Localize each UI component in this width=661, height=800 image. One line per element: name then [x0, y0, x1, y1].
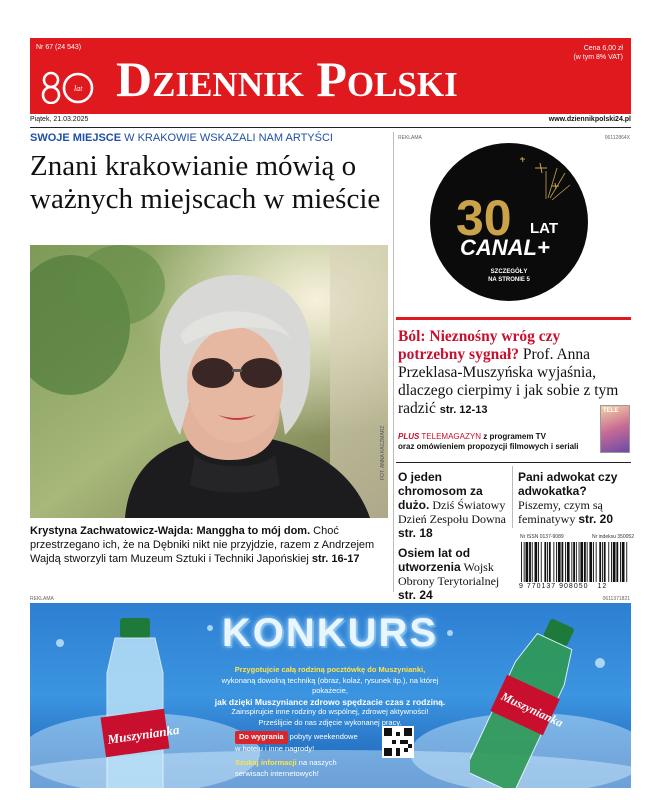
win-text: pobyty weekendowe — [287, 732, 358, 741]
win-pill: Do wygrania — [235, 731, 288, 744]
bol-title: Ból: Nieznośny wróg czy potrzebny sygnał? — [398, 328, 561, 363]
telemagazyn-label: TELEMAGAZYN — [419, 432, 484, 441]
qr-code-icon — [384, 728, 412, 756]
info-text-2: serwisach internetowych! — [235, 768, 319, 778]
telemagazyn-cover[interactable] — [600, 405, 630, 453]
barcode-digits: 9 770137 908050 — [519, 583, 589, 590]
caption-page-ref: str. 16-17 — [311, 553, 360, 565]
plus-label: PLUS — [398, 432, 420, 441]
lead-kicker — [30, 132, 333, 144]
b3-ref: str. 24 — [398, 588, 433, 602]
bottle-left — [85, 618, 185, 788]
caption-bold: Krystyna Zachwatowicz-Wajda: Manggha to mój dom. — [30, 525, 311, 537]
mag-label: TELE — [603, 408, 619, 414]
bol-page-ref: str. 12-13 — [439, 404, 488, 416]
b1-ref: str. 18 — [398, 526, 433, 540]
divider-2 — [396, 462, 631, 463]
website-link[interactable]: www.dziennikpolski24.pl — [548, 116, 631, 123]
bol-story[interactable] — [398, 328, 630, 419]
lead-photo[interactable] — [30, 245, 388, 518]
dateline — [30, 116, 631, 123]
ad-line-4: Zainspirujcie inne rodziny do wspólnej, zdrowej aktywności! — [231, 707, 429, 716]
muszynianka-ad[interactable] — [30, 603, 631, 788]
ad-line-5: Prześlijcie do nas zdjęcie wykonanej pracy. — [258, 717, 402, 727]
b3-text: Wojsk Obrony Terytorialnej — [398, 560, 500, 588]
lead-caption[interactable] — [30, 524, 390, 566]
b1-text: Dziś Światowy Dzień Zespołu Downa — [398, 498, 506, 526]
ad-code-2: 0611371821 — [602, 596, 630, 602]
lead-headline[interactable]: Znani krakowianie mówią o ważnych miejscach w mieście — [30, 150, 381, 215]
barcode — [519, 542, 630, 582]
canal-brand: CANAL+ — [460, 235, 550, 260]
win-text-2: w hotelu i inne nagrody! — [235, 743, 315, 753]
canal-30: 30 — [456, 190, 512, 246]
ad-line-3: jak dzięki Muszyniance zdrowo spędzacie czas z rodziną. — [214, 696, 446, 707]
canal-sub1: SZCZEGÓŁY — [490, 269, 528, 275]
ad-line-1: Przygotujcie całą rodziną pocztówkę do Muszynianki, — [234, 665, 426, 674]
kicker-text: W KRAKOWIE WSKAZALI NAM ARTYŚCI — [121, 132, 333, 144]
b2-title: Pani adwokat czy adwokatka? — [518, 470, 618, 498]
red-rule — [396, 317, 631, 320]
ad-label: REKLAMA — [398, 135, 422, 141]
qr-code[interactable] — [382, 726, 414, 758]
divider — [30, 127, 631, 128]
konkurs-text — [205, 665, 455, 779]
chromosom-story[interactable] — [398, 470, 510, 540]
canal-lat: LAT — [530, 220, 559, 237]
bottle-right-brand: Muszynianka — [498, 688, 566, 730]
issue-number: Nr 67 (24 543) — [36, 44, 82, 51]
wot-story[interactable] — [398, 546, 510, 602]
price-line: Cena 6,00 zł — [583, 45, 623, 52]
caption-text: Choć przestrzegano ich, że na Dębniki nikt nie przyjdzie, razem z Andrzejem Wajdą stworzyli tam Muzeum Sztuki i Techniki Japońskiej — [30, 525, 375, 565]
canal-plus-ad[interactable] — [430, 143, 588, 301]
b2-text: Piszemy, czym są feminatywy — [518, 498, 603, 526]
issue-date: Piątek, 21.03.2025 — [30, 116, 89, 123]
canal-sub2: NA STRONIE 5 — [488, 277, 530, 283]
box-divider — [512, 466, 513, 528]
bol-text: Prof. Anna Przeklasa-Muszyńska wyjaśnia, dlaczego cierpimy i jak sobie z tym radzić — [398, 346, 619, 417]
column-divider — [393, 132, 394, 592]
bottle-left-brand: Muszynianka — [106, 721, 181, 747]
canal-plus-logo — [430, 143, 588, 301]
photo-credit: FOT. ANNA KACZMARZ — [380, 425, 386, 480]
logo-lat-text: lat — [74, 84, 83, 93]
bottle-right — [470, 615, 580, 788]
tv-program: z programem TV — [483, 432, 546, 441]
masthead — [30, 38, 631, 114]
vat-line: (w tym 8% VAT) — [573, 54, 623, 61]
issn: Nr ISSN 0137-9089 — [520, 534, 564, 540]
konkurs-title: KONKURS — [221, 611, 439, 655]
newspaper-title: Dziennik Polski — [116, 51, 458, 107]
b1-title: O jeden chromosom za dużo. — [398, 470, 483, 512]
b3-title: Osiem lat od utworzenia — [398, 546, 471, 574]
info-bold: Szukaj informacji — [235, 758, 297, 767]
ad-label-2: REKLAMA — [30, 596, 54, 602]
indeks: Nr indeksu 350052 — [592, 534, 634, 540]
plus-telemagazyn[interactable] — [398, 432, 598, 452]
portrait-illustration — [30, 245, 388, 518]
ad-line-2: wykonaną dowolną techniką (obraz, kolaż, rysunek itp.), na której pokażecie, — [221, 675, 439, 695]
adwokatka-story[interactable] — [518, 470, 630, 526]
b2-ref: str. 20 — [578, 512, 614, 526]
info-text: na naszych — [296, 758, 337, 767]
anniversary-80-logo — [38, 68, 100, 104]
kicker-bold: SWOJE MIEJSCE — [30, 132, 122, 144]
ad-code: 06112864X — [604, 135, 630, 141]
barcode-suffix: 12 — [597, 583, 608, 590]
plus-desc: oraz omówieniem propozycji filmowych i seriali — [398, 442, 579, 451]
barcode-number — [519, 583, 607, 590]
